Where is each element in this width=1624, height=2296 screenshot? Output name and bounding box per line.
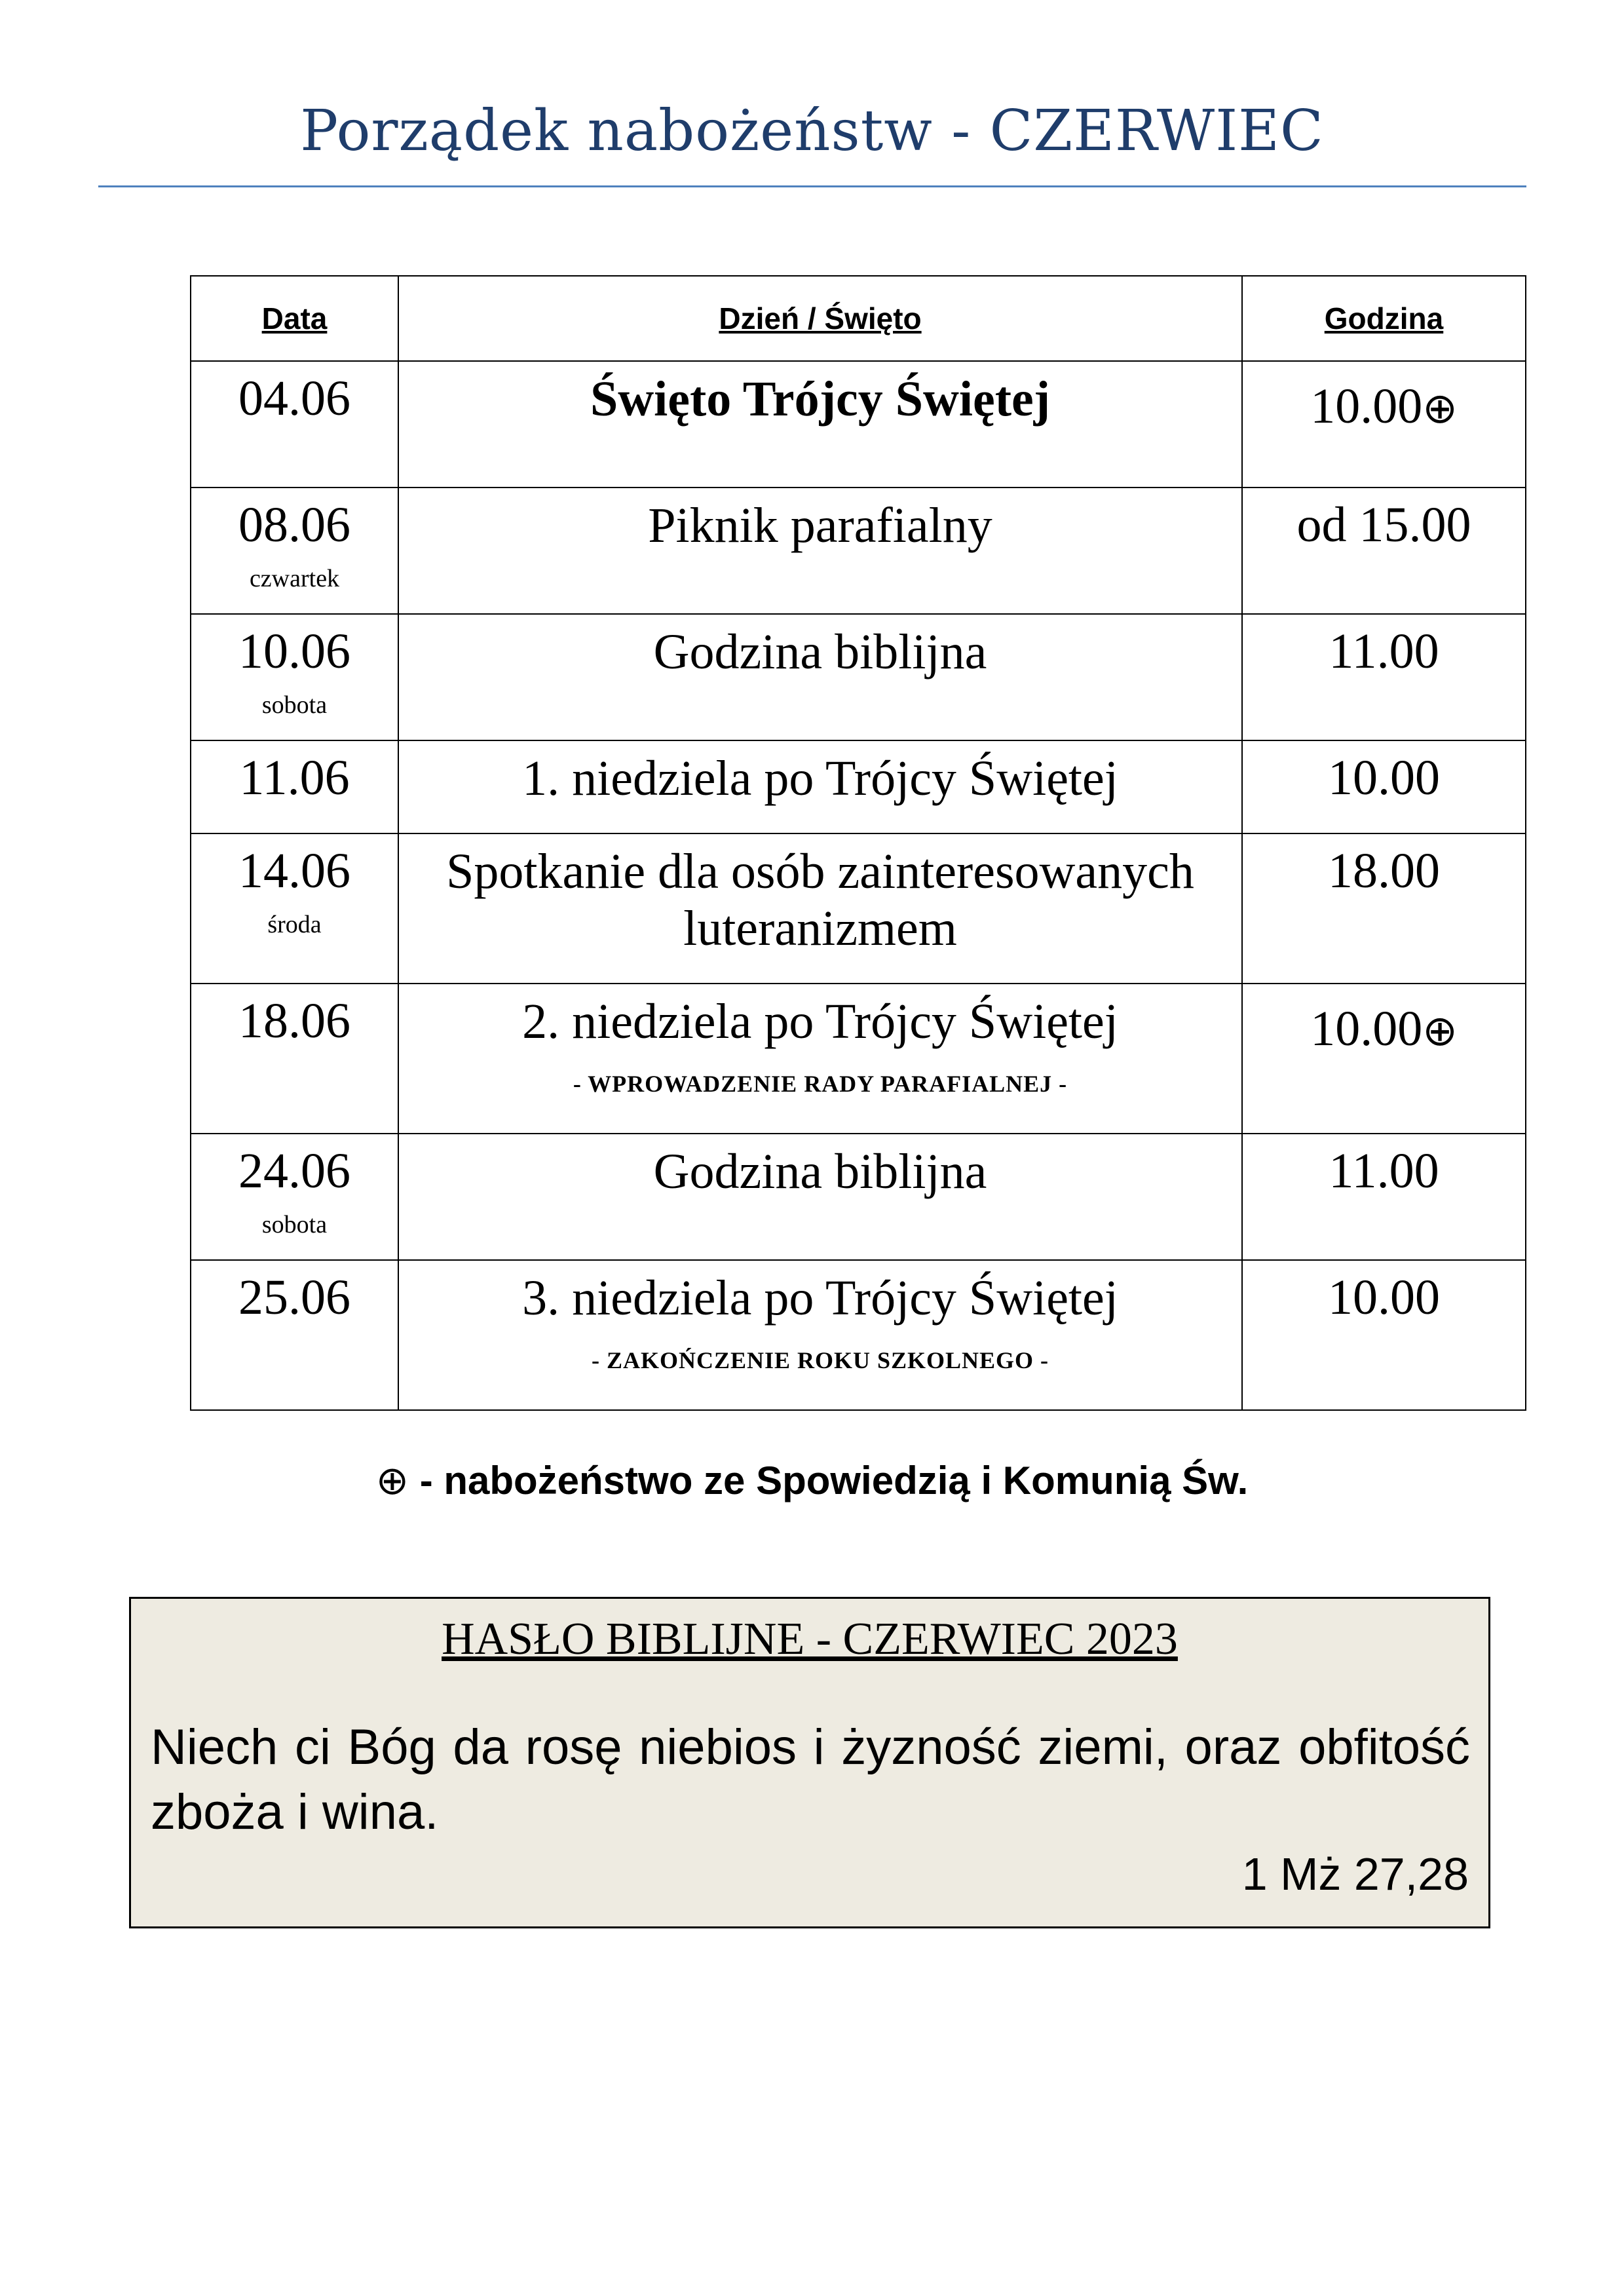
- verse-reference: 1 Mż 27,28: [1241, 1848, 1469, 1900]
- header-time: Godzina: [1242, 276, 1526, 361]
- table-row: [191, 1260, 1526, 1410]
- row-date: 18.06: [238, 993, 350, 1048]
- row-time: 10.00: [1328, 750, 1440, 805]
- row-name: 1. niedziela po Trójcy Świętej: [522, 751, 1118, 806]
- table-row: [191, 488, 1526, 614]
- page-title: Porządek nabożeństw - CZERWIEC: [300, 98, 1324, 164]
- row-weekday: sobota: [261, 1211, 328, 1238]
- bible-verse-box: [129, 1597, 1490, 1928]
- row-time: 11.00: [1329, 1143, 1439, 1198]
- row-weekday: czwartek: [249, 565, 340, 592]
- row-time: 10.00: [1310, 379, 1423, 434]
- verse-box-title: HASŁO BIBLIJNE - CZERWIEC 2023: [442, 1614, 1178, 1664]
- verse-text: Niech ci Bóg da rosę niebios i żyzność ziemi, oraz obfitość zboża i wina.: [151, 1719, 1470, 1840]
- communion-mark-icon: ⊕: [375, 1458, 409, 1504]
- row-date: 25.06: [238, 1270, 350, 1325]
- header-date: Data: [191, 276, 398, 361]
- row-note: - WPROWADZENIE RADY PARAFIALNEJ -: [573, 1071, 1068, 1098]
- table-row: [191, 361, 1526, 488]
- communion-mark-icon: ⊕: [1422, 1007, 1458, 1056]
- table-row: [191, 984, 1526, 1134]
- row-date: 10.06: [238, 624, 350, 679]
- row-note: - ZAKOŃCZENIE ROKU SZKOLNEGO -: [591, 1347, 1049, 1374]
- row-name: Godzina biblijna: [653, 1144, 987, 1199]
- row-name: Spotkanie dla osób zainteresowanych luteranizmem: [446, 844, 1194, 957]
- row-time: 10.00: [1310, 1001, 1423, 1056]
- table-row: [191, 740, 1526, 833]
- legend: [0, 1458, 1624, 1504]
- legend-text: nabożeństwo ze Spowiedzią i Komunią Św.: [444, 1459, 1249, 1502]
- row-date: 14.06: [238, 843, 350, 898]
- communion-mark-icon: ⊕: [1422, 385, 1458, 433]
- header-day: Dzień / Święto: [398, 276, 1242, 361]
- row-date: 11.06: [239, 750, 350, 805]
- row-name: Piknik parafialny: [648, 498, 992, 553]
- row-time: 18.00: [1328, 843, 1440, 898]
- row-weekday: środa: [267, 911, 322, 938]
- table-row: [191, 614, 1526, 740]
- row-date: 08.06: [238, 497, 350, 552]
- legend-dash: -: [419, 1459, 433, 1502]
- table-row: [191, 1134, 1526, 1260]
- row-name: Święto Trójcy Świętej: [590, 372, 1051, 427]
- row-time: od 15.00: [1296, 497, 1471, 552]
- title-underline: [98, 185, 1526, 187]
- row-weekday: sobota: [261, 691, 328, 719]
- schedule-table: [190, 275, 1526, 1411]
- row-name: 3. niedziela po Trójcy Świętej: [522, 1271, 1118, 1326]
- row-time: 11.00: [1329, 624, 1439, 679]
- row-date: 24.06: [238, 1143, 350, 1198]
- row-time: 10.00: [1328, 1270, 1440, 1325]
- row-name: 2. niedziela po Trójcy Świętej: [522, 994, 1118, 1049]
- table-row: [191, 833, 1526, 984]
- row-name: Godzina biblijna: [653, 624, 987, 679]
- table-header-row: [191, 276, 1526, 361]
- row-date: 04.06: [238, 371, 350, 426]
